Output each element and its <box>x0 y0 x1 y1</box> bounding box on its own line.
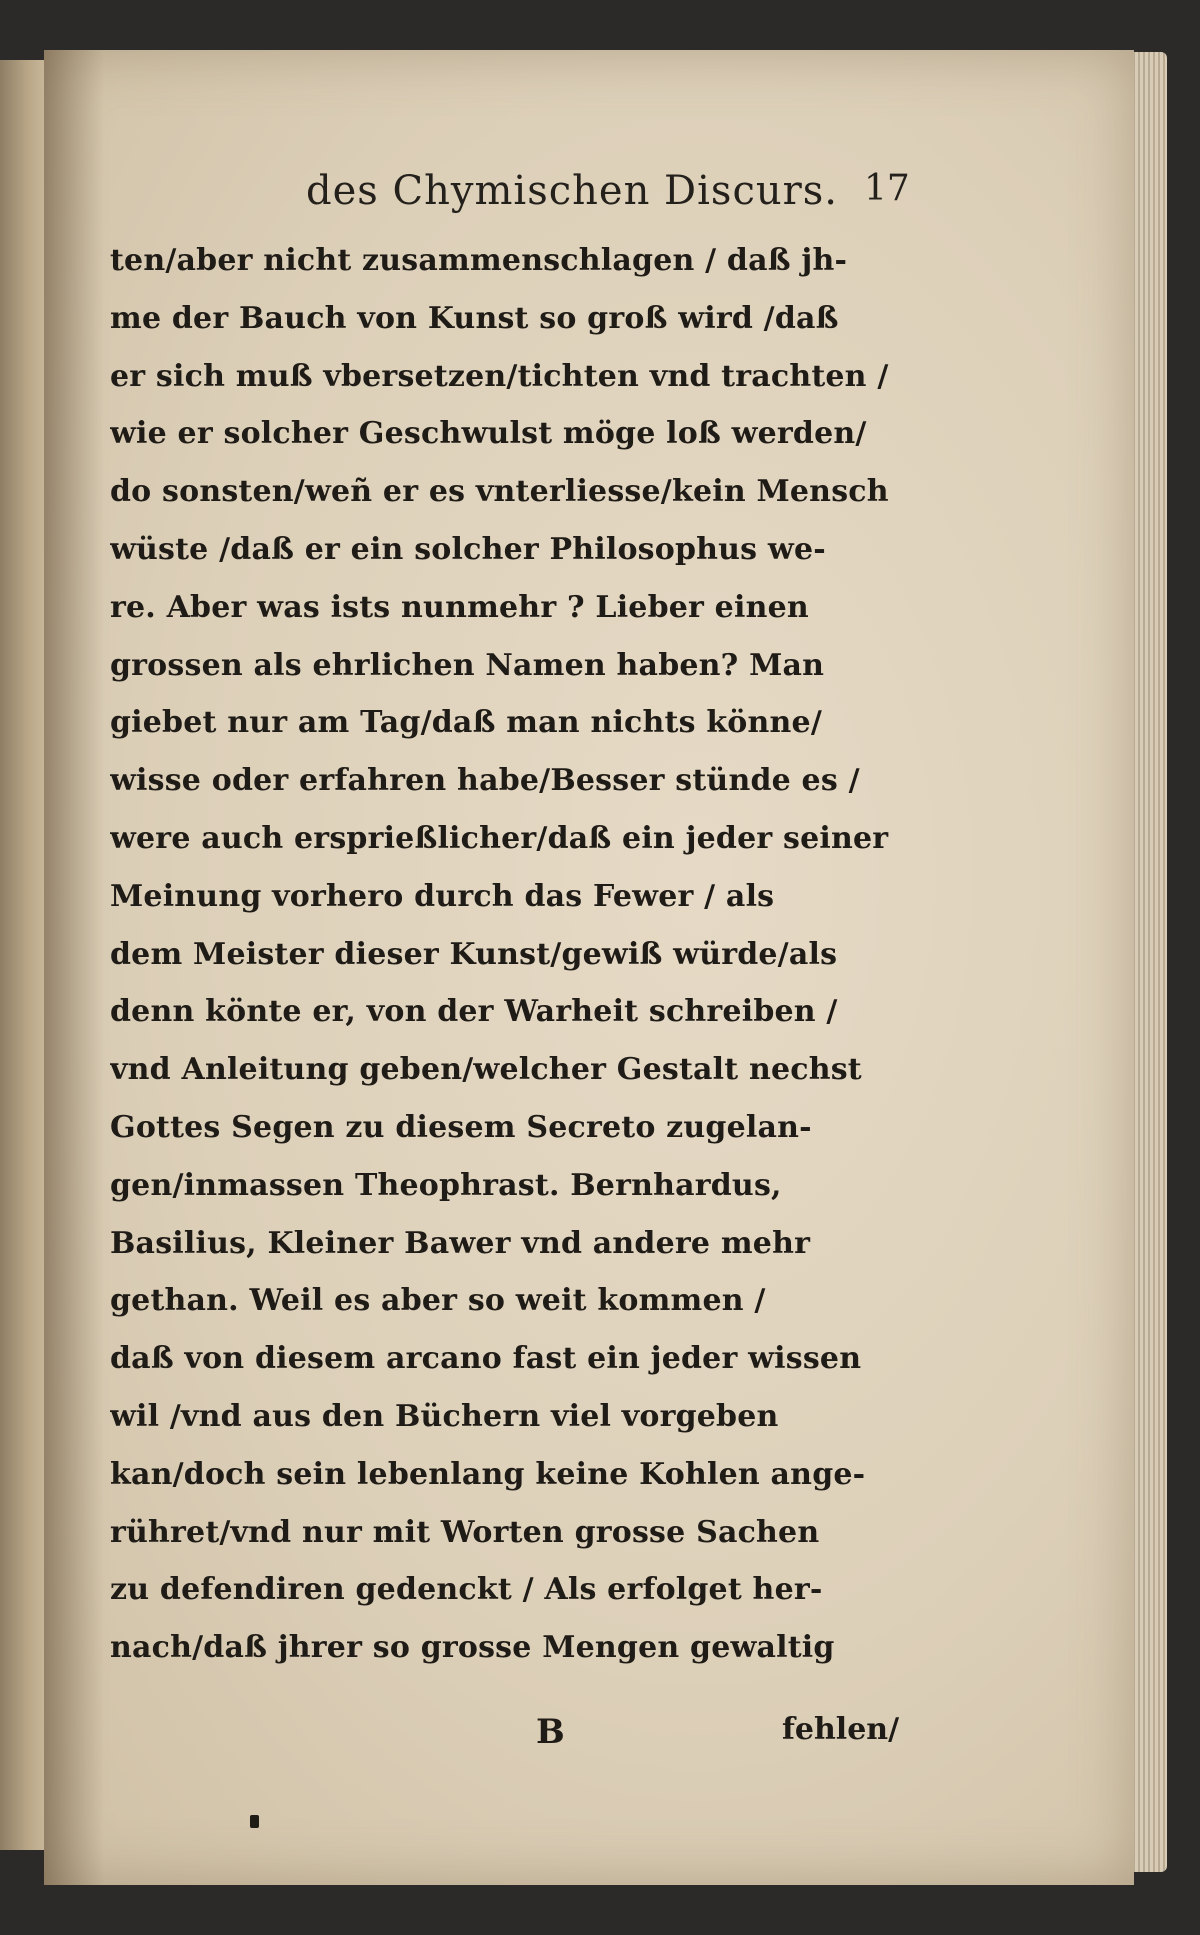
text-line: Gottes Segen zu diesem Secreto zugelan- <box>110 1109 812 1145</box>
ink-mark <box>250 1815 259 1828</box>
text-line: nach/daß jhrer so grosse Mengen gewaltig <box>110 1630 835 1666</box>
text-line: Basilius, Kleiner Bawer vnd andere mehr <box>110 1225 811 1261</box>
text-line: Meinung vorhero durch das Fewer / als <box>110 878 775 914</box>
text-line: zu defendiren gedenckt / Als erfolget her- <box>110 1572 823 1608</box>
text-line: me der Bauch von Kunst so groß wird /daß <box>110 300 839 336</box>
text-line: wüste /daß er ein solcher Philosophus we- <box>110 531 826 567</box>
text-line: vnd Anleitung geben/welcher Gestalt nechst <box>110 1052 862 1088</box>
text-line: ten/aber nicht zusammenschlagen / daß jh- <box>110 243 848 278</box>
text-line: daß von diesem arcano fast ein jeder wissen <box>110 1341 862 1377</box>
gutter-shadow <box>44 50 104 1885</box>
page-number: 17 <box>864 168 910 209</box>
text-line: were auch ersprießlicher/daß ein jeder seiner <box>110 820 889 856</box>
text-line: er sich muß vbersetzen/tichten vnd trachten / <box>110 358 889 394</box>
text-line: giebet nur am Tag/daß man nichts könne/ <box>110 705 822 741</box>
text-line: gethan. Weil es aber so weit kommen / <box>110 1283 766 1319</box>
page-footer <box>110 1712 960 1772</box>
catchword: fehlen/ <box>782 1712 900 1747</box>
text-line: rühret/vnd nur mit Worten grosse Sachen <box>110 1514 820 1550</box>
running-head: des Chymischen Discurs. <box>306 168 838 214</box>
book-page <box>44 50 1134 1885</box>
text-line: wisse oder erfahren habe/Besser stünde es / <box>110 763 860 799</box>
text-line: denn könte er, von der Warheit schreiben / <box>110 994 838 1030</box>
body-text <box>110 232 960 1677</box>
text-line: do sonsten/weñ er es vnterliesse/kein Mensch <box>110 474 889 510</box>
signature-mark: B <box>536 1712 565 1752</box>
text-line: wil /vnd aus den Büchern viel vorgeben <box>110 1398 779 1434</box>
text-line: kan/doch sein lebenlang keine Kohlen ange- <box>110 1456 866 1492</box>
text-line: re. Aber was ists nunmehr ? Lieber einen <box>110 589 809 625</box>
text-line: wie er solcher Geschwulst möge loß werden/ <box>110 416 867 452</box>
text-line: grossen als ehrlichen Namen haben? Man <box>110 647 825 683</box>
page-header <box>44 168 1134 228</box>
facing-page-edge <box>0 60 48 1850</box>
text-line: dem Meister dieser Kunst/gewiß würde/als <box>110 936 838 972</box>
text-line: gen/inmassen Theophrast. Bernhardus, <box>110 1167 782 1203</box>
